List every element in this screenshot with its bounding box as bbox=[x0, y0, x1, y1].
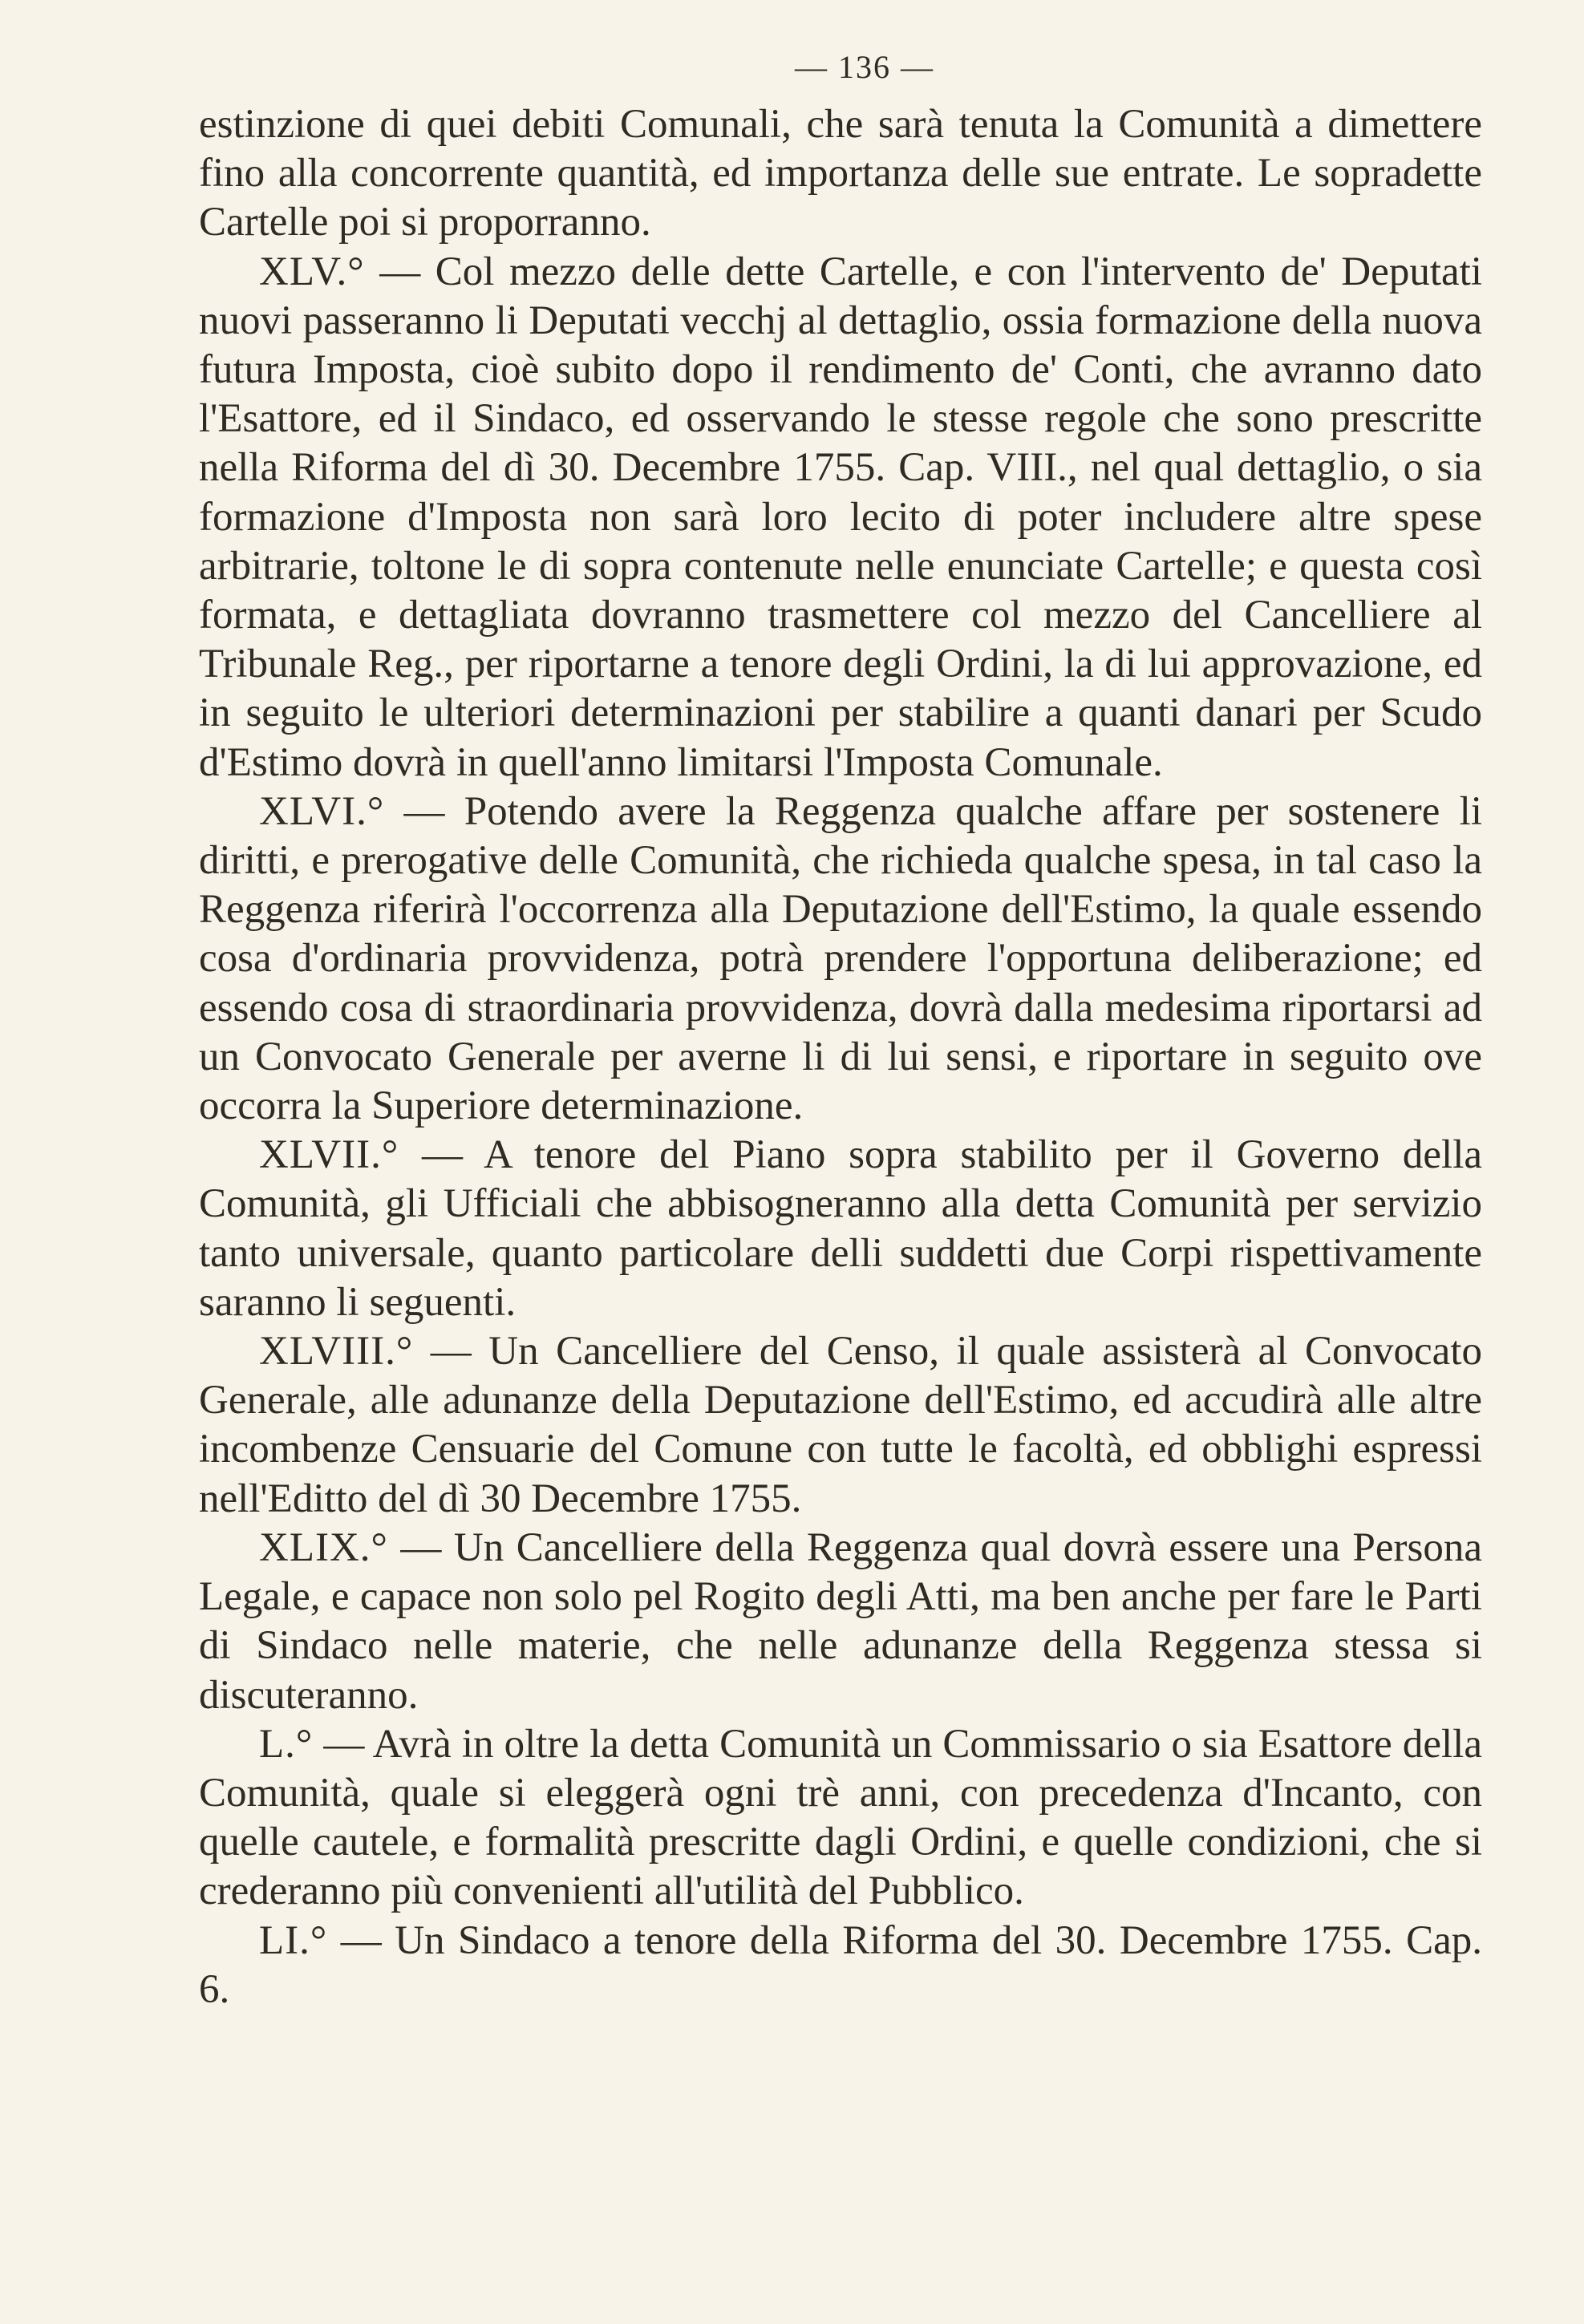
paragraph-article-xlviii bbox=[199, 1327, 1482, 1524]
paragraph-article-xlix bbox=[199, 1524, 1482, 1720]
paragraph-text: — Un Cancelliere della Reggenza qual dovrà essere una Persona Legale, e capace non solo pel Rogito degli Atti, ma ben anche per fare le Parti di Sindaco nelle materie, che nelle adunanze della Reggenza stessa si discuteranno. bbox=[199, 1524, 1482, 1718]
paragraph-text: — Un Sindaco a tenore della Riforma del 30. Decembre 1755. Cap. 6. bbox=[199, 1917, 1482, 2012]
paragraph-text: — Potendo avere la Reggenza qualche affare per sostenere li diritti, e prerogative delle Comunità, che richieda qualche spesa, in tal caso la Reggenza riferirà l'occorrenza alla Deputazione dell'Estimo, la quale essendo cosa d'ordinaria provvidenza, potrà prendere l'opportuna deliberazione; ed essendo cosa di straordinaria provvidenza, dovrà dalla medesima riportarsi ad un Convocato Generale per averne li di lui sensi, e riportare in seguito ove occorra la Superiore determinazione. bbox=[199, 788, 1482, 1129]
paragraph-intro bbox=[199, 100, 1482, 248]
paragraph-text: — Un Cancelliere del Censo, il quale assisterà al Convocato Generale, alle adunanze della Deputazione dell'Estimo, ed accudirà alle altre incombenze Censuarie del Comune con tutte le facoltà, ed obblighi espressi nell'Editto del dì 30 Decembre 1755. bbox=[199, 1329, 1482, 1521]
page-number: — 136 — bbox=[795, 49, 934, 85]
article-number: LI.° bbox=[259, 1917, 328, 1963]
paragraph-article-xlvi bbox=[199, 787, 1482, 1131]
paragraph-text: — A tenore del Piano sopra stabilito per il Governo della Comunità, gli Ufficiali che abbisogneranno alla detta Comunità per servizio tanto universale, quanto particolare delli suddetti due Corpi rispettivamente saranno li seguenti. bbox=[199, 1132, 1482, 1325]
article-number: XLV.° bbox=[259, 249, 365, 294]
article-number: XLVIII.° bbox=[259, 1329, 414, 1375]
paragraph-text: — Col mezzo delle dette Cartelle, e con l'intervento de' Deputati nuovi passeranno li Deputati vecchj al dettaglio, ossia formazione della nuova futura Imposta, cioè subito dopo il rendimento de' Conti, che avranno dato l'Esattore, ed il Sindaco, ed osservando le stesse regole che sono prescritte nella Riforma del dì 30. Decembre 1755. Cap. VIII., nel qual dettaglio, o sia formazione d'Imposta non sarà loro lecito di poter includere altre spese arbitrarie, toltone le di sopra contenute nelle enunciate Cartelle; e questa così formata, e dettagliata dovranno trasmettere col mezzo del Cancelliere al Tribunale Reg., per riportarne a tenore degli Ordini, la di lui approvazione, ed in seguito le ulteriori determinazioni per stabilire a quanti danari per Scudo d'Estimo dovrà in quell'anno limitarsi l'Imposta Comunale. bbox=[199, 249, 1482, 785]
paragraph-text: estinzione di quei debiti Comunali, che sarà tenuta la Comunità a dimettere fino alla concorrente quantità, ed importanza delle sue entrate. Le sopradette Cartelle poi si proporranno. bbox=[199, 102, 1482, 245]
paragraph-article-li bbox=[199, 1917, 1482, 2014]
article-number: XLVI.° bbox=[259, 788, 385, 834]
document-page bbox=[199, 48, 1482, 2014]
article-number: L.° bbox=[259, 1721, 314, 1767]
paragraph-article-l bbox=[199, 1720, 1482, 1917]
paragraph-text: — Avrà in oltre la detta Comunità un Commissario o sia Esattore della Comunità, quale si eleggerà ogni trè anni, con precedenza d'Incanto, con quelle cautele, e formalità prescritte dagli Ordini, e quelle condizioni, che si crederanno più convenienti all'utilità del Pubblico. bbox=[199, 1721, 1482, 1914]
paragraph-article-xlvii bbox=[199, 1131, 1482, 1327]
article-number: XLIX.° bbox=[259, 1524, 388, 1570]
article-number: XLVII.° bbox=[259, 1132, 399, 1178]
paragraph-article-xlv bbox=[199, 248, 1482, 787]
